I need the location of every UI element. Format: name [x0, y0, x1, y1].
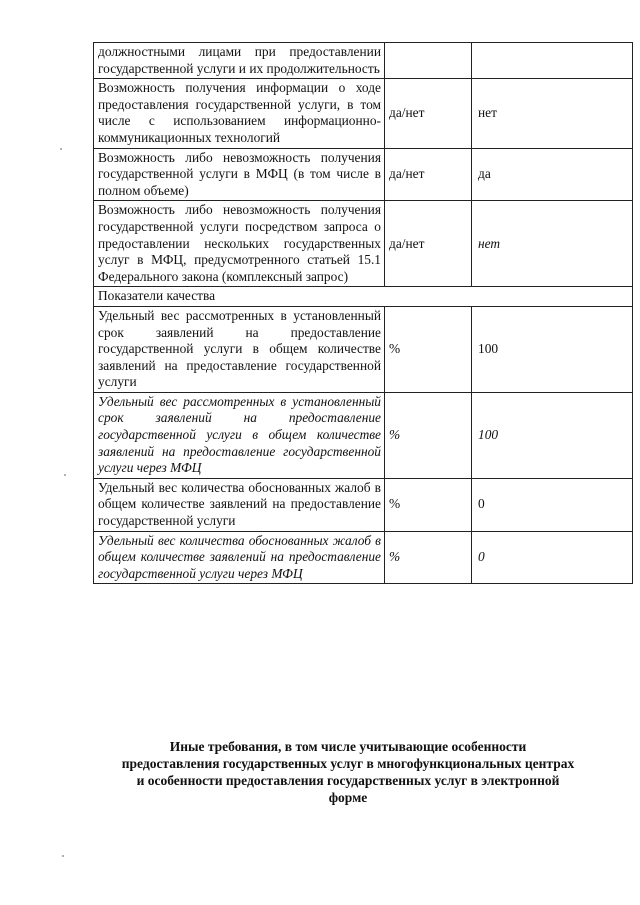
row-value: да: [472, 148, 633, 201]
row-value: [472, 43, 633, 79]
requirements-table: [93, 42, 633, 584]
table-row: [94, 531, 633, 584]
table-row: [94, 392, 633, 478]
row-value: 0: [472, 531, 633, 584]
table-row: [94, 43, 633, 79]
table-row: [94, 201, 633, 287]
table-row: [94, 148, 633, 201]
row-value: 100: [472, 392, 633, 478]
row-description: Возможность либо невозможность получения государственной услуги в МФЦ (в том числе в полном объеме): [94, 148, 385, 201]
row-description: Возможность либо невозможность получения государственной услуги посредством запроса о предоставлении нескольких государственных услуг в МФЦ, предусмотренного статьей 15.1 Федерального закона (комплексный запрос): [94, 201, 385, 287]
row-value: нет: [472, 79, 633, 148]
scan-speck: [62, 855, 64, 857]
section-title: Иные требования, в том числе учитывающие особенности предоставления государственных услуг в многофункциональных центрах и особенности предоставления государственных услуг в электронной форме: [121, 739, 575, 805]
row-value: нет: [472, 201, 633, 287]
scan-speck: [60, 148, 62, 150]
row-unit: %: [385, 531, 472, 584]
table-row: [94, 306, 633, 392]
row-unit: да/нет: [385, 201, 472, 287]
row-unit: %: [385, 306, 472, 392]
table-row: [94, 478, 633, 531]
row-unit: %: [385, 392, 472, 478]
row-unit: %: [385, 478, 472, 531]
row-description: Удельный вес рассмотренных в установленный срок заявлений на предоставление государственной услуги в общем количестве заявлений на предоставление государственной услуги через МФЦ: [94, 392, 385, 478]
scan-speck: [64, 474, 66, 476]
section-heading: Показатели качества: [94, 287, 633, 307]
row-value: 0: [472, 478, 633, 531]
row-description: Удельный вес количества обоснованных жалоб в общем количестве заявлений на предоставление государственной услуги через МФЦ: [94, 531, 385, 584]
row-unit: да/нет: [385, 148, 472, 201]
section-row: [94, 287, 633, 307]
row-value: 100: [472, 306, 633, 392]
row-description: Возможность получения информации о ходе предоставления государственной услуги, в том числе с использованием информационно-коммуникационных технологий: [94, 79, 385, 148]
row-description: Удельный вес рассмотренных в установленный срок заявлений на предоставление государственной услуги в общем количестве заявлений на предоставление государственной услуги: [94, 306, 385, 392]
row-description: Удельный вес количества обоснованных жалоб в общем количестве заявлений на предоставление государственной услуги: [94, 478, 385, 531]
row-unit: да/нет: [385, 79, 472, 148]
row-unit: [385, 43, 472, 79]
table-row: [94, 79, 633, 148]
row-description: должностными лицами при предоставлении государственной услуги и их продолжительность: [94, 43, 385, 79]
